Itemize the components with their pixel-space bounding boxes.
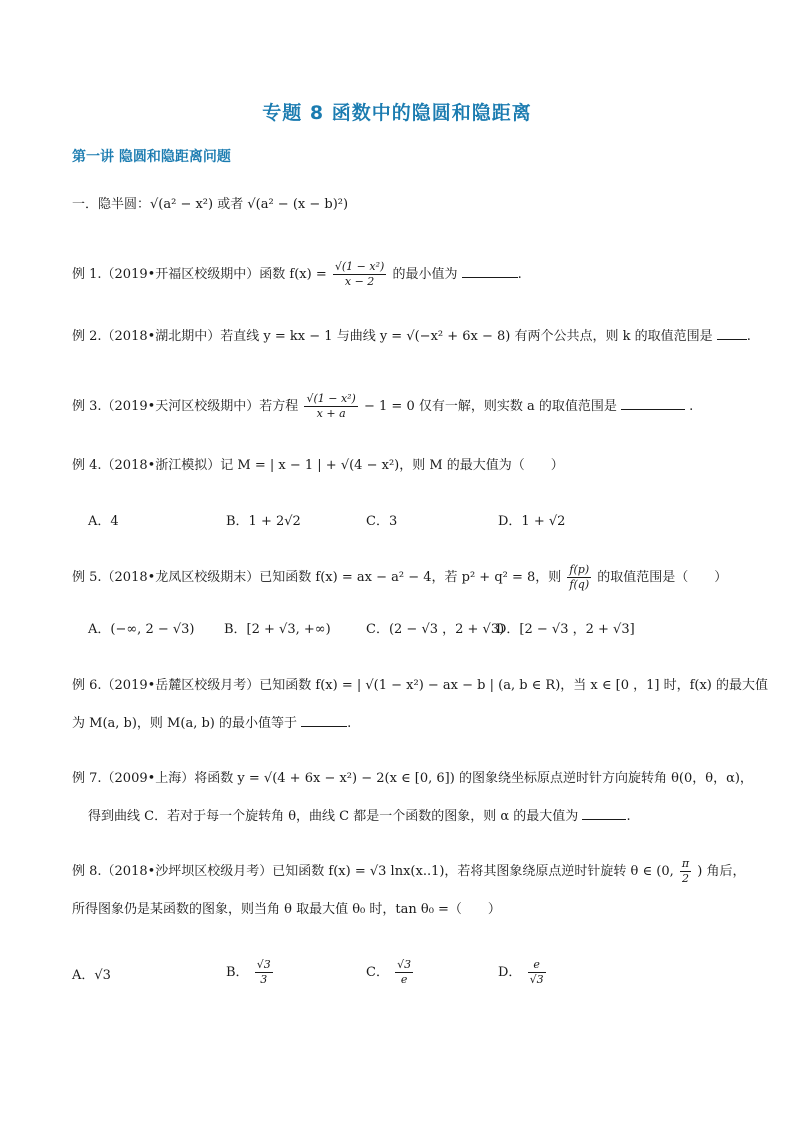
section-subtitle: 第一讲 隐圆和隐距离问题 [72,149,231,165]
example-8-option-b: B． $\frac{√3}{3}$ [226,958,271,986]
example-3-suffix: − 1 = 0 仅有一解，则实数 a 的取值范围是 [364,399,617,414]
example-3-prefix: 例 3.（2019•天河区校级期中）若方程 [72,399,299,414]
example-5-suffix: 的取值范围是（ ） [597,570,728,585]
example-8-option-d: D． $\frac{e}{√3}$ [498,958,544,986]
example-5 [72,563,727,592]
example-4-option-b: B．1 + 2√2 [226,514,301,529]
example-1-fraction [333,260,386,289]
example-1-prefix: 例 1.（2019•开福区校级期中）函数 f(x) = [72,267,327,282]
example-5-denominator: f(q) [569,578,590,591]
example-6-line-2: 为 M(a, b)，则 M(a, b) 的最小值等于 . [72,716,352,731]
example-6-line-1: 例 6.（2019•岳麓区校级月考）已知函数 f(x) = | √(1 − x²) − ax − b | (a, b ∈ R)，当 x ∈ [0 ，1] 时，f(x) 的最大值 [72,678,769,693]
answer-blank [717,327,747,340]
example-8-pi-fraction: $\frac{\pi}{2}$ [681,857,690,885]
example-4-option-c: C．3 [366,514,398,529]
section-heading-half-circle: 一．隐半圆：√(a² − x²) 或者 √(a² − (x − b)²) [72,197,349,212]
example-5-fraction [567,563,591,592]
example-4: 例 4.（2018•浙江模拟）记 M = | x − 1 | + √(4 − x²)，则 M 的最大值为（ ） [72,458,564,473]
example-4-option-d: D．1 + √2 [498,514,566,529]
example-3-fraction [304,392,357,421]
answer-blank [301,714,347,727]
example-3-numerator: √(1 − x²) [306,392,356,405]
example-5-option-b: B．[2 + √3, +∞) [224,622,331,637]
example-1-denominator: x − 2 [344,275,375,288]
example-3-denominator: x + a [316,407,346,420]
example-1-suffix: 的最小值为 [392,267,458,282]
example-3: 例 3.（2019•天河区校级期中）若方程 $\frac{\text{√(1 − x²)}}{x + a}$ − 1 = 0 仅有一解，则实数 a 的取值范围是 . [72,392,694,420]
example-5-numerator: f(p) [569,563,590,576]
example-1: 例 1.（2019•开福区校级期中）函数 f(x) = $\frac{\text{√(1 − x²)}}{x - 2}$ 的最小值为 . [72,260,522,288]
page-title: 专题 8 函数中的隐圆和隐距离 [262,102,532,124]
example-8-line-1: 例 8.（2018•沙坪坝区校级月考）已知函数 f(x) = √3 lnx(x..1)，若将其图象绕原点逆时针旋转 θ ∈ (0, $\frac{\pi}{2}$ ) 角后， [72,857,746,885]
example-1-numerator: √(1 − x²) [334,260,385,273]
answer-blank [621,397,685,410]
example-8-option-a: A．√3 [72,968,111,983]
example-2: 例 2.（2018•湖北期中）若直线 y = kx − 1 与曲线 y = √(−x² + 6x − 8) 有两个公共点，则 k 的取值范围是 . [72,329,751,344]
example-5-option-c: C．(2 − √3 ，2 + √3) [366,622,505,637]
example-4-option-a: A．4 [88,514,119,529]
example-5-option-a: A．(−∞, 2 − √3) [88,622,195,637]
answer-blank [462,265,518,278]
example-8-line-2: 所得图象仍是某函数的图象，则当角 θ 取最大值 θ₀ 时，tan θ₀ =（ ） [72,902,501,917]
example-5-option-d: D．[2 − √3 ，2 + √3] [496,622,635,637]
example-8-option-c: C． $\frac{√3}{e}$ [366,958,412,986]
example-5-prefix: 例 5.（2018•龙凤区校级期末）已知函数 f(x) = ax − a² − 4，若 p² + q² = 8，则 [72,570,562,585]
answer-blank [582,807,626,820]
example-7-line-1: 例 7.（2009•上海）将函数 y = √(4 + 6x − x²) − 2(x ∈ [0, 6]) 的图象绕坐标原点逆时针方向旋转角 θ(0，θ，α)， [72,771,753,786]
example-7-line-2: 得到曲线 C．若对于每一个旋转角 θ，曲线 C 都是一个函数的图象，则 α 的最大值为 . [88,809,631,824]
example-2-text: 例 2.（2018•湖北期中）若直线 y = kx − 1 与曲线 y = √(−x² + 6x − 8) 有两个公共点，则 k 的取值范围是 [72,329,713,344]
